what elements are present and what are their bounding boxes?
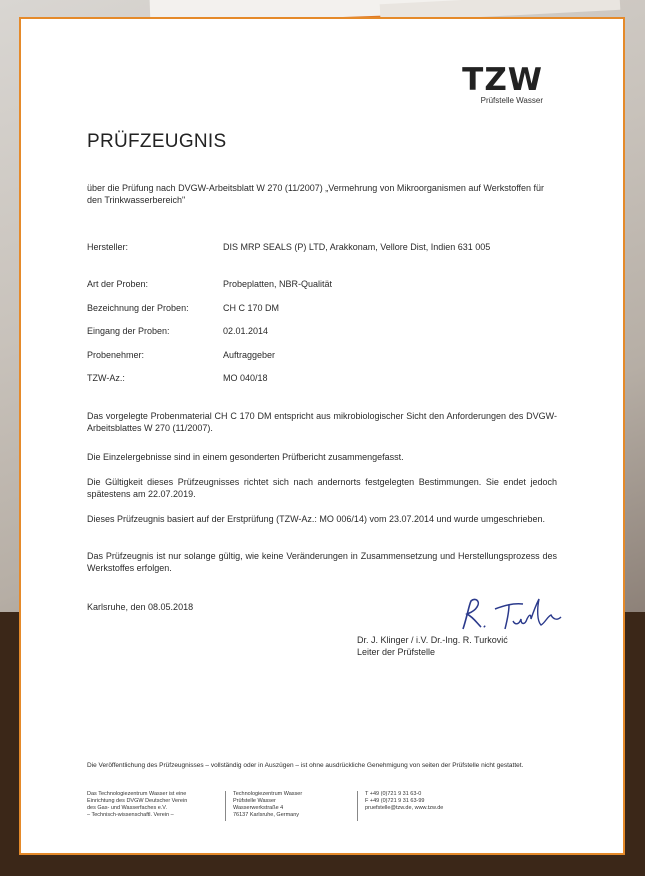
footer-address-line: Technologiezentrum Wasser	[233, 791, 303, 797]
logo-mark: TZW	[462, 62, 543, 98]
paragraph-conformity: Das vorgelegte Probenmaterial CH C 170 DM entspricht aus mikrobiologischer Sicht den Anforderungen des DVGW-Arbeitsblattes W 270 (11/2007).	[87, 411, 557, 433]
footer-fax: F +49 (0)721 9 31 63-99	[365, 798, 425, 804]
intro-text: über die Prüfung nach DVGW-Arbeitsblatt W 270 (11/2007) „Vermehrung von Mikroorganismen auf Werkstoffen für den Trinkwasserbereich"	[87, 183, 545, 205]
certificate-page	[19, 17, 625, 855]
footer-phone: T +49 (0)721 9 31 63-0	[365, 791, 422, 797]
footer-org-line: Einrichtung des DVGW Deutscher Verein	[87, 798, 188, 804]
field-label-manufacturer: Hersteller:	[87, 242, 129, 252]
paragraph-conditions: Das Prüfzeugnis ist nur solange gültig, wie keine Veränderungen in Zusammensetzung und Herstellungsprozess des Werkstoffes erfolgen.	[87, 551, 557, 573]
footer-address	[233, 791, 302, 819]
document-title: PRÜFZEUGNIS	[87, 131, 227, 152]
place-date: Karlsruhe, den 08.05.2018	[87, 602, 194, 612]
field-value-receipt-date: 02.01.2014	[223, 326, 269, 336]
publication-note: Die Veröffentlichung des Prüfzeugnisses – vollständig oder in Auszügen – ist ohne ausdrückliche Genehmigung von seiten der Prüfstelle nicht gestattet.	[87, 762, 524, 769]
footer-address-line: Prüfstelle Wasser	[233, 798, 276, 804]
signer-names: Dr. J. Klinger / i.V. Dr.-Ing. R. Turković	[357, 635, 508, 645]
field-value-sampler: Auftraggeber	[223, 350, 276, 360]
footer-address-line: Wasserwerkstraße 4	[233, 805, 284, 811]
signer-role: Leiter der Prüfstelle	[357, 647, 436, 657]
footer-divider	[357, 791, 358, 821]
paragraph-validity: Die Gültigkeit dieses Prüfzeugnisses richtet sich nach andernorts festgelegten Bestimmungen. Sie endet jedoch spätestens am 22.07.2019.	[87, 477, 557, 499]
field-value-sample-type: Probeplatten, NBR-Qualität	[223, 279, 333, 289]
footer-email-web: pruefstelle@tzw.de, www.tzw.de	[365, 805, 444, 811]
handwritten-signature	[457, 595, 567, 635]
footer-org-line: – Technisch-wissenschaftl. Verein –	[87, 812, 174, 818]
footer-divider	[225, 791, 226, 821]
logo-subtitle: Prüfstelle Wasser	[480, 96, 543, 105]
footer-organization	[87, 791, 187, 819]
field-label-sampler: Probenehmer:	[87, 350, 145, 360]
field-label-sample-type: Art der Proben:	[87, 279, 149, 289]
tzw-logo	[462, 62, 543, 105]
field-value-manufacturer: DIS MRP SEALS (P) LTD, Arakkonam, Vellore Dist, Indien 631 005	[223, 242, 491, 252]
signer-block	[357, 634, 508, 658]
paragraph-basis: Dieses Prüfzeugnis basiert auf der Erstprüfung (TZW-Az.: MO 006/14) vom 23.07.2014 und wurde umgeschrieben.	[87, 514, 546, 524]
field-value-sample-name: CH C 170 DM	[223, 303, 280, 313]
field-label-receipt-date: Eingang der Proben:	[87, 326, 170, 336]
paragraph-results: Die Einzelergebnisse sind in einem gesonderten Prüfbericht zusammengefasst.	[87, 452, 404, 462]
footer-org-line: des Gas- und Wasserfaches e.V.	[87, 805, 167, 811]
field-label-tzw-ref: TZW-Az.:	[87, 373, 125, 383]
footer-org-line: Das Technologiezentrum Wasser ist eine	[87, 791, 187, 797]
field-value-tzw-ref: MO 040/18	[223, 373, 268, 383]
footer-address-line: 76137 Karlsruhe, Germany	[233, 812, 300, 818]
footer-contact	[365, 791, 443, 812]
field-label-sample-name: Bezeichnung der Proben:	[87, 303, 189, 313]
